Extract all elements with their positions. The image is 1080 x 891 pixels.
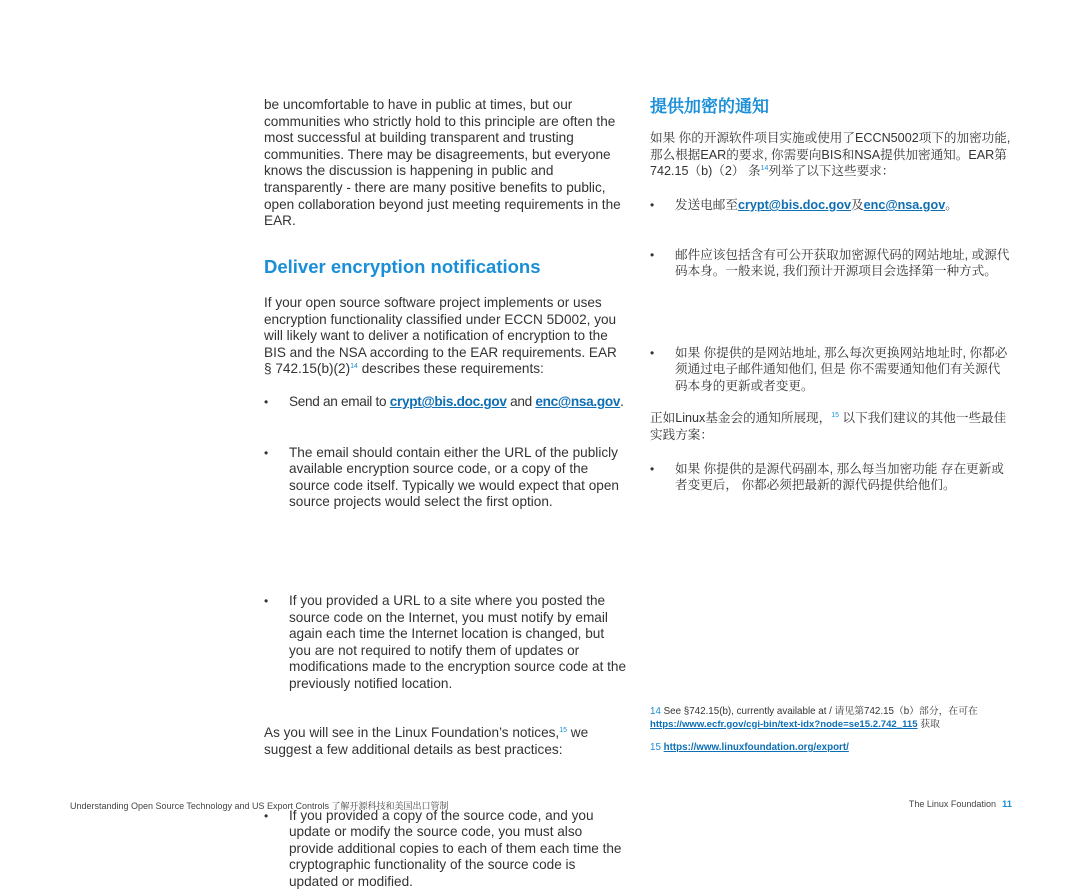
bullet-icon: • [650,461,655,476]
notification-text-after: describes these requirements: [357,361,544,377]
list-item [650,461,1012,494]
bullet-icon: • [650,198,655,212]
footnote-number: 15 [650,742,661,753]
bullet-icon: • [650,247,655,262]
list-item [264,394,628,411]
footnote-number: 14 [650,706,661,717]
list-item-text: and [506,394,536,409]
footnote-text-after: 获取 [917,718,940,730]
linuxfoundation-export-link[interactable]: https://www.linuxfoundation.org/export/ [663,742,849,753]
list-item-text: The email should contain either the URL of the publicly available encryption source code, or a copy of the source code itself. Typically we would expect that open source projects would select the first option. [289,444,619,510]
footnote-ref-14[interactable]: 14 [350,363,358,371]
footnote-ref-15[interactable]: 15 [559,727,568,734]
list-item [650,345,1012,395]
email-link-bis[interactable]: crypt@bis.doc.gov [389,394,507,409]
closing-text-after: 以下我们建议的其他一些最佳实践方案： [650,411,1007,442]
bullet-icon: • [264,593,269,608]
bullet-icon: • [264,445,269,460]
closing-paragraph-en [264,725,628,758]
closing-paragraph-zh [650,410,1012,443]
notification-paragraph-en [264,295,628,378]
footnote-ref-15[interactable]: 15 [831,412,840,419]
bullet-icon: • [264,808,269,823]
closing-text-before: As you will see in the Linux Foundation’s notices, [264,725,560,740]
intro-paragraph: be uncomfortable to have in public at times, but our communities who strictly hold to this principle are often the most successful at building transparent and trusting communities. There may be disagreements, but everyone knows the discussion is happening in public and transparently - there are many positive benefits to public, open collaboration beyond just meeting requirements in the EAR. [264,97,621,229]
section-heading-en: Deliver encryption notifications [264,256,541,277]
list-item-text: 如果 你提供的是源代码副本, 那么每当加密功能 存在更新或者变更后， 你都必须把最新的源代码提供给他们。 [675,461,1004,493]
email-link-bis[interactable]: crypt@bis.doc.gov [737,198,852,212]
list-item [650,247,1012,280]
notification-paragraph-zh [650,130,1012,180]
closing-text-after: we suggest a few additional details as best practices: [264,725,589,757]
footer-publisher [909,799,1012,810]
ecfr-link[interactable]: https://www.ecfr.gov/cgi-bin/text-idx?node=se15.2.742_115 [650,718,918,730]
footnote-ref-14[interactable]: 14 [760,165,769,173]
notification-text-before: 如果 你的开源软件项目实施或使用了ECCN5002项下的加密功能, 那么根据EAR的要求, 你需要向BIS和NSA提供加密通知。EAR第742.15（b)（2） 条 [650,131,1011,179]
list-item [264,808,628,891]
notification-text-before: If your open source software project implements or uses encryption functionality classified under ECCN 5D002, you will likely want to deliver a notification of encryption to the BIS and the NSA according to the EAR requirements. EAR § 742.15(b)(2) [264,295,617,377]
list-item-text: If you provided a URL to a site where you posted the source code on the Internet, you must notify by email again each time the Internet location is changed, but you are not required to notify them of updates or modifications made to the encryption source code at the previously notified location. [289,592,627,691]
list-item-text: Send an email to [289,394,390,409]
list-item-text: 发送电邮至 [675,198,738,212]
footer-org-name: The Linux Foundation [908,799,996,809]
list-item-text: 邮件应该包括含有可公开获取加密源代码的网站地址, 或源代码本身。一般来说, 我们预计开源项目会选择第一种方式。 [675,247,1010,279]
list-item-text: . [620,394,624,409]
bullet-icon: • [650,345,655,360]
page-number: 11 [1001,799,1012,810]
list-item [650,197,1012,214]
email-link-nsa[interactable]: enc@nsa.gov [535,394,621,409]
list-item [264,593,628,693]
list-item-text: 。 [945,198,958,212]
footnote-text: See §742.15(b), currently available at / 请见第742.15（b）部分，在可在 [660,706,978,717]
list-item-text: 如果 你提供的是网站地址, 那么每次更换网站地址时, 你都必须通过电子邮件通知他们, 但是 你不需要通知他们有关源代码本身的更新或者变更。 [675,345,1008,393]
list-item [264,445,628,511]
bullet-icon: • [264,395,269,409]
footnote-14 [650,706,1015,731]
footer-document-title: Understanding Open Source Technology and US Export Controls 了解开源科技和美国出口管制 [70,801,449,811]
list-item-text: If you provided a copy of the source code, and you update or modify the source code, you must also provide additional copies to each of them each time the cryptographic functionality of the source code is updated or modified. [289,807,622,889]
footnote-15 [650,742,1015,755]
notification-text-after: 列举了以下这些要求： [768,164,895,179]
section-heading-zh: 提供加密的通知 [650,97,769,116]
list-item-text: 及 [851,198,864,212]
email-link-nsa[interactable]: enc@nsa.gov [863,198,946,212]
closing-text-before: 正如Linux基金会的通知所展现， [650,411,832,425]
